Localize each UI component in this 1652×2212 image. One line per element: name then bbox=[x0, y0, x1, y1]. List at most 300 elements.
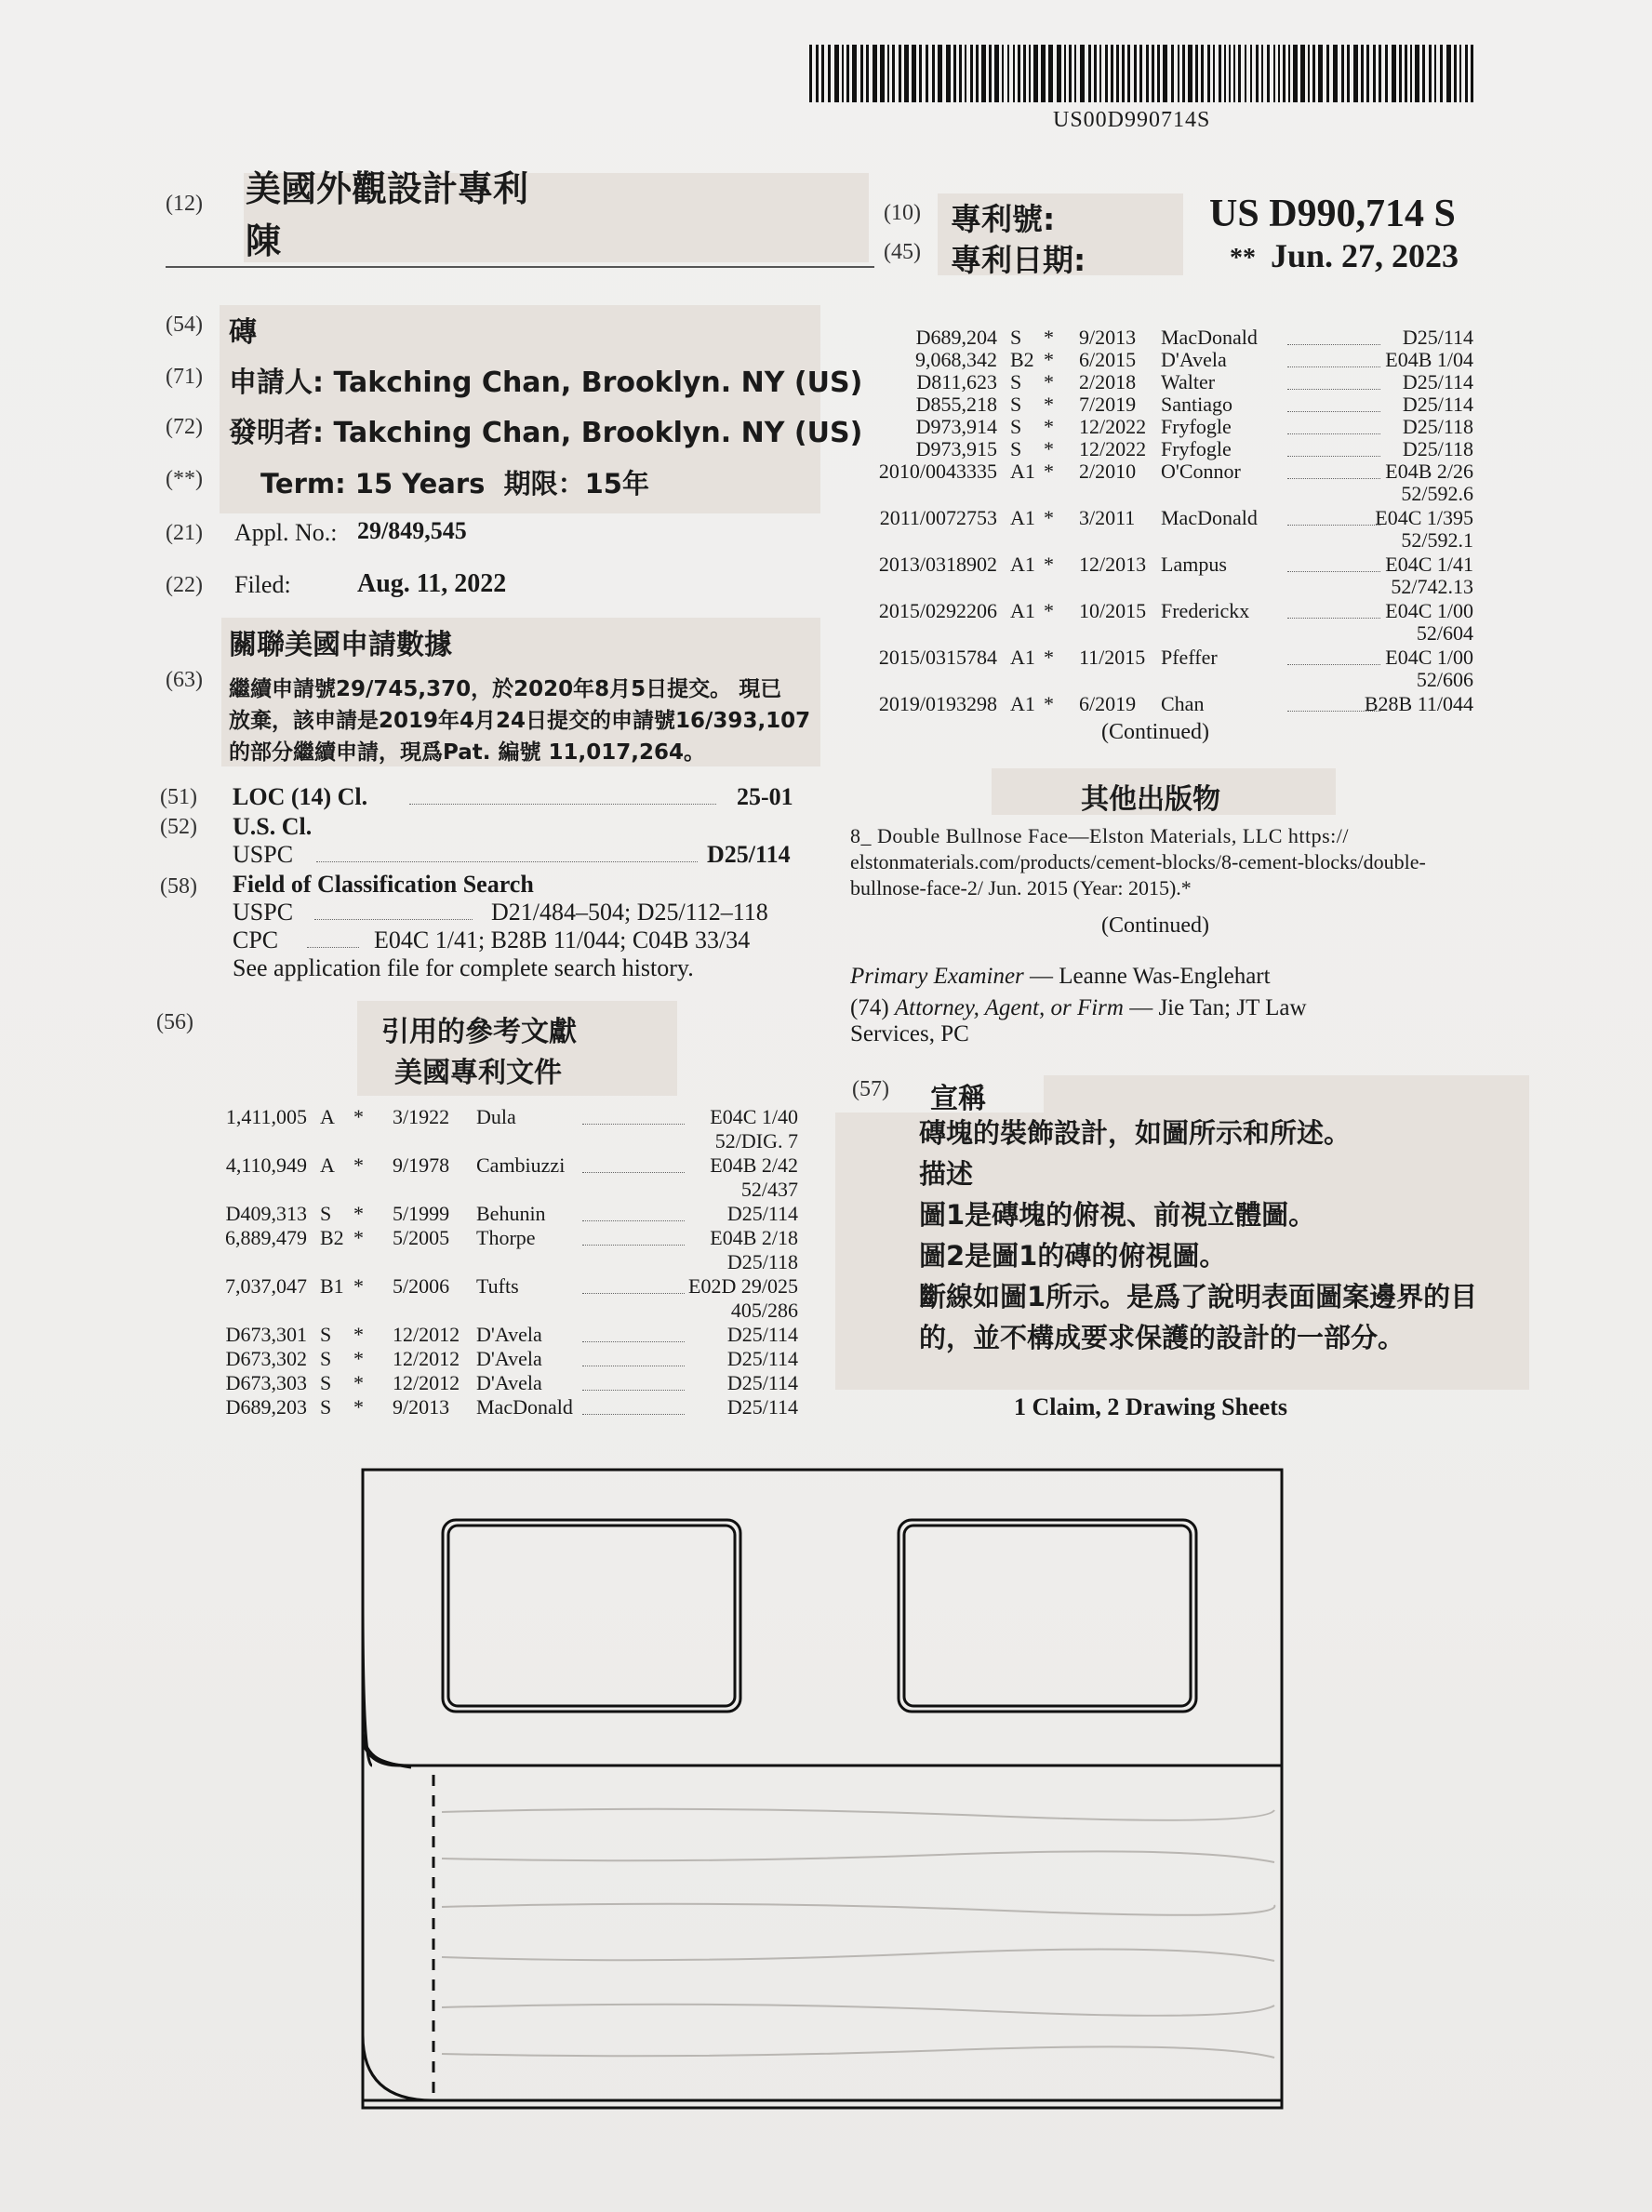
barcode-bar bbox=[989, 45, 992, 102]
ref-number: 2019/0193298 bbox=[878, 692, 997, 715]
barcode-bar bbox=[1195, 45, 1198, 102]
ref-class-secondary: 52/DIG. 7 bbox=[714, 1129, 798, 1153]
barcode-bar bbox=[1410, 45, 1412, 102]
barcode-bar bbox=[1415, 45, 1419, 102]
barcode-bar bbox=[1157, 45, 1160, 102]
ref-class: E04B 2/18 bbox=[710, 1226, 798, 1249]
barcode-bar bbox=[1267, 45, 1270, 102]
ref-name: Lampus bbox=[1161, 553, 1227, 576]
code-58: (58) bbox=[160, 874, 197, 899]
ref-date: 9/2013 bbox=[1079, 326, 1137, 349]
barcode-bar bbox=[1080, 45, 1085, 102]
applicant: 申請人: Takching Chan, Brooklyn. NY (US) bbox=[229, 366, 863, 399]
ref-class: E04B 1/04 bbox=[1385, 348, 1473, 371]
barcode-bar bbox=[1134, 45, 1137, 102]
ref-kind: A1 bbox=[1010, 506, 1035, 529]
ref-name: MacDonald bbox=[1161, 326, 1258, 349]
barcode-bar bbox=[866, 45, 869, 102]
claim-line-4: 圖2是圖1的磚的俯視圖。 bbox=[919, 1240, 1227, 1272]
barcode-bar bbox=[852, 45, 857, 102]
claim-line-6: 的，並不構成要求保護的設計的一部分。 bbox=[919, 1322, 1406, 1353]
ref-number: 2011/0072753 bbox=[879, 506, 997, 529]
ref-class: D25/114 bbox=[1402, 393, 1473, 416]
barcode-bar bbox=[1041, 45, 1046, 102]
ref-leader bbox=[582, 1245, 685, 1246]
ref-kind: S bbox=[320, 1202, 332, 1225]
barcode-bar bbox=[1152, 45, 1154, 102]
barcode-bar bbox=[846, 45, 849, 102]
ref-kind: S bbox=[320, 1323, 332, 1346]
barcode-bar bbox=[1308, 45, 1310, 102]
ref-number: 2013/0318902 bbox=[878, 553, 997, 576]
loc-leader bbox=[409, 804, 716, 805]
header-rule bbox=[166, 266, 874, 268]
ref-name: D'Avela bbox=[1161, 348, 1227, 371]
barcode-bar bbox=[1182, 45, 1185, 102]
claim-line-3: 圖1是磚塊的俯視、前視立體圖。 bbox=[919, 1199, 1316, 1231]
ref-number: 6,889,479 bbox=[225, 1226, 307, 1249]
barcode-bar bbox=[1033, 45, 1038, 102]
barcode-bar bbox=[1341, 45, 1344, 102]
ref-kind: B2 bbox=[1010, 348, 1034, 371]
ref-class: E04B 2/26 bbox=[1385, 460, 1473, 483]
ref-leader bbox=[1287, 711, 1380, 712]
ref-date: 2/2010 bbox=[1079, 460, 1137, 483]
barcode-bar bbox=[1064, 45, 1066, 102]
barcode-bar bbox=[1207, 45, 1210, 102]
ref-class: D25/114 bbox=[1402, 326, 1473, 349]
ref-leader bbox=[582, 1414, 685, 1415]
barcode bbox=[809, 45, 1474, 106]
ref-kind: S bbox=[1010, 393, 1022, 416]
barcode-bar bbox=[904, 45, 909, 102]
barcode-bar bbox=[1434, 45, 1436, 102]
ref-date: 3/1922 bbox=[393, 1105, 450, 1128]
ref-kind: S bbox=[1010, 415, 1022, 438]
cpc-label: CPC bbox=[233, 926, 279, 953]
barcode-bar bbox=[1111, 45, 1113, 102]
related-heading: 關聯美國申請數據 bbox=[229, 629, 452, 661]
ref-star: * bbox=[1044, 326, 1054, 349]
ref-name: D'Avela bbox=[476, 1371, 542, 1394]
barcode-bar bbox=[880, 45, 885, 102]
filed-label: Filed: bbox=[234, 571, 291, 598]
barcode-bar bbox=[976, 45, 979, 102]
ref-date: 5/2006 bbox=[393, 1274, 450, 1298]
barcode-bar bbox=[1300, 45, 1305, 102]
ref-name: Fryfogle bbox=[1161, 437, 1232, 460]
barcode-bar bbox=[1238, 45, 1241, 102]
barcode-bar bbox=[1446, 45, 1451, 102]
claim-line-2: 描述 bbox=[919, 1158, 974, 1190]
ref-leader bbox=[582, 1124, 685, 1125]
ref-star: * bbox=[1044, 553, 1054, 576]
inventor-surname: 陳 bbox=[246, 220, 282, 261]
ref-class: D25/114 bbox=[726, 1323, 798, 1346]
barcode-bar bbox=[926, 45, 928, 102]
code-54: (54) bbox=[166, 313, 203, 337]
ref-leader bbox=[1287, 389, 1380, 390]
ref-class: B28B 11/044 bbox=[1364, 692, 1473, 715]
barcode-bar bbox=[1057, 45, 1061, 102]
barcode-bar bbox=[1146, 45, 1149, 102]
ref-name: Pfeffer bbox=[1161, 646, 1218, 669]
ref-date: 12/2012 bbox=[393, 1347, 460, 1370]
barcode-bar bbox=[1283, 45, 1286, 102]
ref-date: 2/2018 bbox=[1079, 370, 1137, 393]
ref-class: D25/114 bbox=[726, 1395, 798, 1419]
related-line-2: 放棄，該申請是2019年4月24日提交的申請號16/393,107 bbox=[229, 709, 811, 733]
ref-leader bbox=[1287, 571, 1380, 572]
ref-class: D25/118 bbox=[1402, 415, 1473, 438]
ref-name: D'Avela bbox=[476, 1323, 542, 1346]
ref-number: 1,411,005 bbox=[225, 1105, 307, 1128]
ref-date: 10/2015 bbox=[1079, 599, 1147, 622]
barcode-bar bbox=[1122, 45, 1125, 102]
ref-name: MacDonald bbox=[476, 1395, 573, 1419]
ref-number: D973,915 bbox=[915, 437, 997, 460]
ref-date: 9/2013 bbox=[393, 1395, 450, 1419]
ref-name: Frederickx bbox=[1161, 599, 1250, 622]
barcode-bar bbox=[1233, 45, 1235, 102]
barcode-bar bbox=[1353, 45, 1358, 102]
ref-class: D25/114 bbox=[726, 1202, 798, 1225]
barcode-bar bbox=[1178, 45, 1179, 102]
ref-number: D409,313 bbox=[225, 1202, 307, 1225]
ref-kind: A1 bbox=[1010, 692, 1035, 715]
uspc-leader bbox=[316, 861, 698, 862]
ref-date: 12/2012 bbox=[393, 1371, 460, 1394]
ref-name: Fryfogle bbox=[1161, 415, 1232, 438]
other-pub-heading: 其他出版物 bbox=[1081, 783, 1220, 816]
barcode-bar bbox=[1385, 45, 1388, 102]
ref-date: 3/2011 bbox=[1079, 506, 1136, 529]
refs-heading: 引用的參考文獻 bbox=[381, 1016, 577, 1048]
code-10: (10) bbox=[884, 201, 921, 225]
ref-star: * bbox=[1044, 393, 1054, 416]
drawing-frame bbox=[363, 1470, 1282, 2108]
ref-number: 2010/0043335 bbox=[878, 460, 997, 483]
ref-star: * bbox=[1044, 348, 1054, 371]
barcode-bar bbox=[1127, 45, 1130, 102]
ref-leader bbox=[582, 1341, 685, 1342]
code-22: (22) bbox=[166, 573, 203, 597]
ref-date: 9/1978 bbox=[393, 1153, 450, 1177]
ref-kind: B1 bbox=[320, 1274, 344, 1298]
barcode-bar bbox=[1048, 45, 1053, 102]
code-56: (56) bbox=[156, 1010, 193, 1034]
barcode-bar bbox=[994, 45, 999, 102]
barcode-bar bbox=[919, 45, 922, 102]
ref-star: * bbox=[1044, 437, 1054, 460]
ref-leader bbox=[1287, 344, 1380, 345]
ref-name: Cambiuzzi bbox=[476, 1153, 566, 1177]
ref-class: E04B 2/42 bbox=[710, 1153, 798, 1177]
ref-leader bbox=[1287, 433, 1380, 434]
ref-star: * bbox=[1044, 646, 1054, 669]
barcode-bar bbox=[873, 45, 877, 102]
patent-no-label: 專利號: bbox=[951, 201, 1056, 237]
barcode-bar bbox=[892, 45, 895, 102]
related-line-3: 的部分繼續申請，現爲Pat. 編號 11,017,264。 bbox=[229, 740, 706, 765]
barcode-bar bbox=[1069, 45, 1072, 102]
continued-1: (Continued) bbox=[1101, 720, 1209, 744]
ref-class-secondary: 52/742.13 bbox=[1391, 575, 1473, 598]
cpc-value: E04C 1/41; B28B 11/044; C04B 33/34 bbox=[374, 926, 751, 953]
barcode-bar bbox=[899, 45, 901, 102]
ref-star: * bbox=[353, 1395, 364, 1419]
barcode-bar bbox=[946, 45, 951, 102]
ref-star: * bbox=[1044, 506, 1054, 529]
inventor: 發明者: Takching Chan, Brooklyn. NY (US) bbox=[229, 417, 863, 449]
ref-class-secondary: D25/118 bbox=[726, 1250, 798, 1273]
barcode-bar bbox=[1312, 45, 1315, 102]
appl-no: 29/849,545 bbox=[357, 517, 467, 544]
ref-name: Behunin bbox=[476, 1202, 546, 1225]
barcode-bar bbox=[1405, 45, 1407, 102]
barcode-bar bbox=[1099, 45, 1101, 102]
ref-kind: B2 bbox=[320, 1226, 344, 1249]
cpc-leader bbox=[307, 947, 359, 948]
barcode-bar bbox=[970, 45, 973, 102]
other-pub-line-1: 8_ Double Bullnose Face—Elston Materials, LLC https:// bbox=[850, 824, 1349, 847]
ref-class-secondary: 52/606 bbox=[1416, 668, 1473, 691]
barcode-bar bbox=[1074, 45, 1076, 102]
barcode-bar bbox=[1139, 45, 1142, 102]
date-stars: ** bbox=[1230, 244, 1256, 273]
claim-line-5: 斷線如圖1所示。是爲了說明表面圖案邊界的目 bbox=[919, 1281, 1478, 1313]
hole-right bbox=[899, 1520, 1196, 1712]
barcode-bar bbox=[1088, 45, 1091, 102]
claim-line-1: 磚塊的裝飾設計，如圖所示和所述。 bbox=[919, 1117, 1352, 1149]
barcode-bar bbox=[1429, 45, 1432, 102]
ref-date: 6/2015 bbox=[1079, 348, 1137, 371]
barcode-bar bbox=[1288, 45, 1290, 102]
ref-class: D25/114 bbox=[726, 1347, 798, 1370]
barcode-bar bbox=[1278, 45, 1280, 102]
ref-star: * bbox=[353, 1323, 364, 1346]
barcode-bar bbox=[959, 45, 962, 102]
attorney-name: — Jie Tan; JT Law bbox=[1123, 995, 1307, 1020]
ref-name: O'Connor bbox=[1161, 460, 1241, 483]
field-uspc-label: USPC bbox=[233, 899, 294, 926]
ref-kind: S bbox=[1010, 370, 1022, 393]
patent-date: Jun. 27, 2023 bbox=[1271, 237, 1459, 274]
ref-class-secondary: 52/592.6 bbox=[1401, 482, 1473, 505]
field-uspc-leader bbox=[314, 919, 473, 920]
ref-kind: A1 bbox=[1010, 553, 1035, 576]
barcode-bar bbox=[1261, 45, 1263, 102]
barcode-bar bbox=[981, 45, 986, 102]
barcode-bar bbox=[1471, 45, 1473, 102]
barcode-bar bbox=[809, 45, 812, 102]
barcode-bar bbox=[834, 45, 839, 102]
ref-class-secondary: 52/604 bbox=[1416, 621, 1473, 645]
ref-class: D25/114 bbox=[1402, 370, 1473, 393]
filed-date: Aug. 11, 2022 bbox=[357, 569, 507, 598]
ref-number: D673,301 bbox=[225, 1323, 307, 1346]
barcode-bar bbox=[1007, 45, 1009, 102]
code-74: (74) bbox=[850, 995, 889, 1020]
barcode-bar bbox=[1399, 45, 1402, 102]
ref-number: 7,037,047 bbox=[225, 1274, 307, 1298]
barcode-bar bbox=[1201, 45, 1204, 102]
ref-name: Tufts bbox=[476, 1274, 519, 1298]
barcode-bar bbox=[1213, 45, 1215, 102]
barcode-bar bbox=[1002, 45, 1004, 102]
design-title: 磚 bbox=[229, 316, 257, 349]
ref-class-secondary: 405/286 bbox=[730, 1299, 798, 1322]
code-52: (52) bbox=[160, 815, 197, 839]
barcode-bar bbox=[828, 45, 831, 102]
ref-star: * bbox=[1044, 370, 1054, 393]
patent-type-title: 美國外觀設計專利 bbox=[246, 168, 529, 209]
ref-kind: A1 bbox=[1010, 599, 1035, 622]
patent-date-label: 專利日期: bbox=[951, 242, 1086, 278]
ref-star: * bbox=[353, 1371, 364, 1394]
ref-leader bbox=[1287, 664, 1380, 665]
ref-number: 2015/0315784 bbox=[878, 646, 997, 669]
barcode-bar bbox=[1256, 45, 1259, 102]
uspc-value: D25/114 bbox=[707, 841, 791, 868]
barcode-bar bbox=[1163, 45, 1167, 102]
ref-number: 9,068,342 bbox=[915, 348, 997, 371]
ref-kind: A bbox=[320, 1105, 335, 1128]
barcode-bar bbox=[1188, 45, 1192, 102]
ref-date: 7/2019 bbox=[1079, 393, 1137, 416]
ref-number: D811,623 bbox=[916, 370, 997, 393]
code-term: (**) bbox=[166, 467, 203, 491]
barcode-bar bbox=[1440, 45, 1443, 102]
barcode-bar bbox=[1347, 45, 1350, 102]
ref-star: * bbox=[1044, 692, 1054, 715]
ref-star: * bbox=[353, 1105, 364, 1128]
ref-class: D25/114 bbox=[726, 1371, 798, 1394]
uspc-label: USPC bbox=[233, 841, 294, 868]
barcode-bar bbox=[1094, 45, 1097, 102]
barcode-bar bbox=[860, 45, 863, 102]
ref-date: 12/2012 bbox=[393, 1323, 460, 1346]
ref-star: * bbox=[353, 1347, 364, 1370]
barcode-bar bbox=[1224, 45, 1226, 102]
ref-date: 5/2005 bbox=[393, 1226, 450, 1249]
ref-star: * bbox=[353, 1202, 364, 1225]
ref-kind: S bbox=[1010, 437, 1022, 460]
barcode-bar bbox=[912, 45, 916, 102]
us-cl-label: U.S. Cl. bbox=[233, 813, 313, 840]
barcode-bar bbox=[938, 45, 942, 102]
barcode-bar bbox=[1459, 45, 1461, 102]
ref-date: 12/2013 bbox=[1079, 553, 1147, 576]
barcode-bar bbox=[1245, 45, 1246, 102]
code-21: (21) bbox=[166, 521, 203, 545]
ref-star: * bbox=[353, 1153, 364, 1177]
barcode-bar bbox=[1116, 45, 1119, 102]
ref-leader bbox=[1287, 478, 1380, 479]
code-72: (72) bbox=[166, 415, 203, 439]
barcode-bar bbox=[1318, 45, 1323, 102]
ref-leader bbox=[1287, 618, 1380, 619]
ref-number: D855,218 bbox=[915, 393, 997, 416]
see-application: See application file for complete search history. bbox=[233, 954, 694, 981]
code-71: (71) bbox=[166, 365, 203, 389]
patent-number: US D990,714 S bbox=[1209, 193, 1456, 235]
ref-class: E04C 1/41 bbox=[1385, 553, 1473, 576]
code-51: (51) bbox=[160, 785, 197, 809]
ref-number: 4,110,949 bbox=[225, 1153, 307, 1177]
barcode-bar bbox=[1361, 45, 1364, 102]
barcode-bar bbox=[887, 45, 889, 102]
ref-leader bbox=[1287, 366, 1380, 367]
ref-star: * bbox=[1044, 460, 1054, 483]
barcode-bar bbox=[1229, 45, 1231, 102]
barcode-bar bbox=[1273, 45, 1275, 102]
ref-class: E04C 1/00 bbox=[1385, 599, 1473, 622]
ref-number: D973,914 bbox=[915, 415, 997, 438]
barcode-bar bbox=[1422, 45, 1425, 102]
code-57: (57) bbox=[852, 1077, 889, 1101]
ref-name: Dula bbox=[476, 1105, 516, 1128]
barcode-bar bbox=[842, 45, 844, 102]
ref-class-secondary: 52/592.1 bbox=[1401, 528, 1473, 552]
surface-texture bbox=[442, 1809, 1274, 2058]
examiner bbox=[850, 964, 1271, 990]
barcode-bar bbox=[1171, 45, 1174, 102]
appl-no-label: Appl. No.: bbox=[234, 519, 338, 546]
barcode-bar bbox=[1379, 45, 1381, 102]
ref-name: MacDonald bbox=[1161, 506, 1258, 529]
ref-name: Walter bbox=[1161, 370, 1216, 393]
barcode-bar bbox=[953, 45, 956, 102]
ref-kind: A bbox=[320, 1153, 335, 1177]
examiner-name: — Leanne Was-Englehart bbox=[1023, 964, 1271, 989]
ref-number: D673,302 bbox=[225, 1347, 307, 1370]
barcode-bar bbox=[1392, 45, 1396, 102]
attorney bbox=[850, 995, 1307, 1021]
barcode-bar bbox=[1333, 45, 1338, 102]
left_refs-row bbox=[0, 1395, 1652, 1423]
barcode-bar bbox=[1366, 45, 1369, 102]
examiner-label: Primary Examiner bbox=[850, 964, 1024, 989]
ref-class-secondary: 52/437 bbox=[740, 1178, 798, 1201]
ref-leader bbox=[582, 1293, 685, 1294]
ref-number: D689,204 bbox=[915, 326, 997, 349]
barcode-bar bbox=[1018, 45, 1020, 102]
other-pub-line-3: bullnose-face-2/ Jun. 2015 (Year: 2015).* bbox=[850, 876, 1192, 899]
ref-class: E02D 29/025 bbox=[688, 1274, 798, 1298]
term: Term: 15 Years 期限：15年 bbox=[260, 468, 649, 500]
ref-leader bbox=[582, 1172, 685, 1173]
barcode-bar bbox=[1465, 45, 1468, 102]
barcode-bar bbox=[1023, 45, 1026, 102]
ref-kind: S bbox=[320, 1395, 332, 1419]
ref-number: D689,203 bbox=[225, 1395, 307, 1419]
barcode-bar bbox=[1219, 45, 1221, 102]
ref-name: Thorpe bbox=[476, 1226, 536, 1249]
ref-kind: S bbox=[320, 1347, 332, 1370]
ref-star: * bbox=[1044, 599, 1054, 622]
ref-date: 12/2022 bbox=[1079, 437, 1147, 460]
barcode-bar bbox=[1250, 45, 1252, 102]
ref-date: 5/1999 bbox=[393, 1202, 450, 1225]
ref-star: * bbox=[1044, 415, 1054, 438]
field-uspc-value: D21/484–504; D25/112–118 bbox=[491, 899, 768, 926]
ref-leader bbox=[1287, 411, 1380, 412]
ref-class: E04C 1/40 bbox=[710, 1105, 798, 1128]
loc-value: 25-01 bbox=[737, 783, 793, 810]
code-63: (63) bbox=[166, 668, 203, 692]
claims-text bbox=[919, 1113, 1477, 1358]
